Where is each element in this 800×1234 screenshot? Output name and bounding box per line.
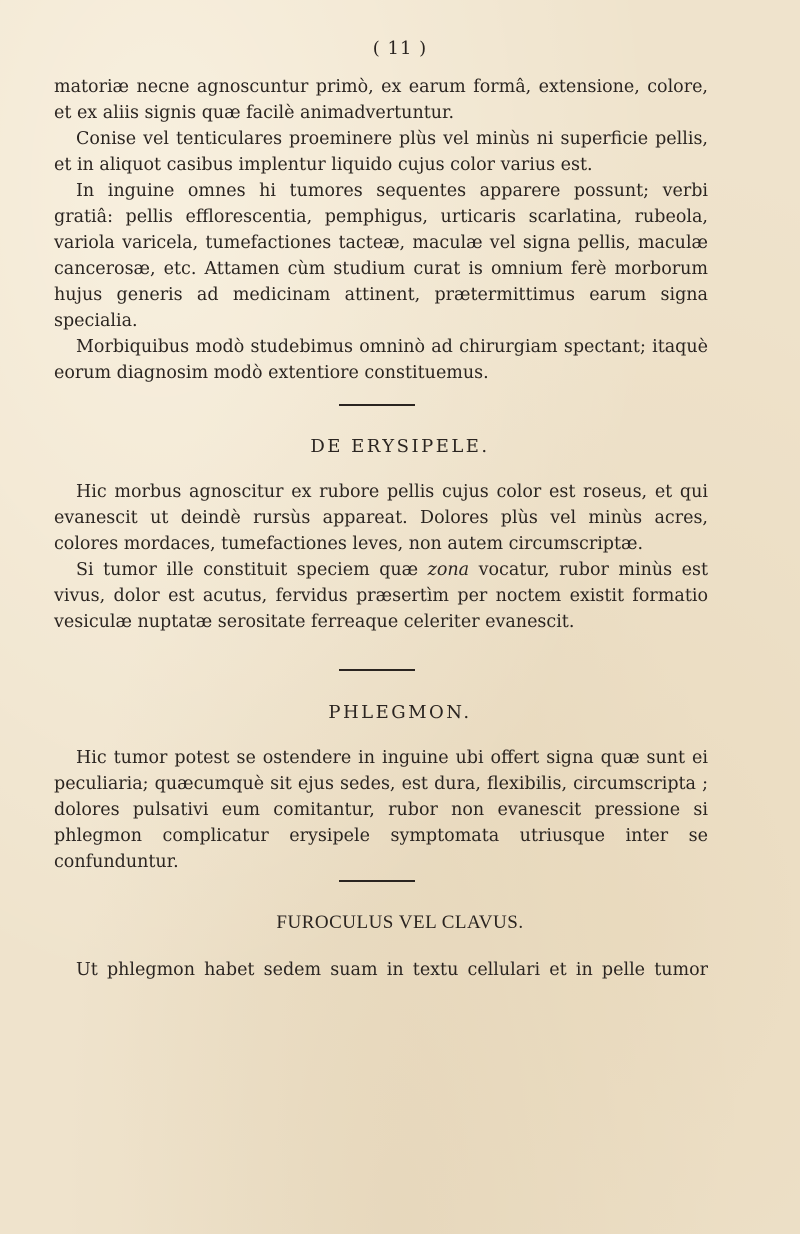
erysipele-text-before: Si tumor ille constituit speciem quæ [76,560,428,580]
phlegmon-section [54,745,708,875]
paragraph-phlegmon-1: Hic tumor potest se ostendere in inguine ubi offert signa quæ sunt ei peculiaria; quæcumquè sit ejus sedes, est dura, flexibilis, circumscripta ; dolores pulsativi eum comitantur, rubor non evanescit pressione si phlegmon complicatur erysipele symptomata utriusque inter se confunduntur. [54,748,708,872]
erysipele-text-after: vocatur, rubor minùs est vivus, dolor est acutus, fervidus præsertìm per noctem existit formatio vesiculæ nuptatæ serositate ferreaque celeriter evanescit. [54,560,708,632]
furoculus-section [54,957,708,983]
section-divider-1 [339,404,415,406]
section-divider-3 [339,880,415,882]
paragraph-intro-2: Conise vel tenticulares proeminere plùs vel minùs ni superficie pellis, et in aliquot casibus implentur liquido cujus color varius est. [54,129,708,175]
paragraph-intro-4: Morbiquibus modò studebimus omninò ad chirurgiam spectant; itaquè eorum diagnosim modò extentiore constituemus. [54,337,708,383]
page-number: ( 11 ) [372,38,428,59]
heading-erysipele: DE ERYSIPELE. [310,436,490,457]
intro-section [54,74,708,386]
heading-furoculus: FUROCULUS VEL CLAVUS. [276,912,524,933]
heading-phlegmon: PHLEGMON. [328,702,472,723]
section-divider-2 [339,669,415,671]
erysipele-section [54,479,708,635]
paragraph-erysipele-2 [54,557,708,635]
paragraph-furoculus-1: Ut phlegmon habet sedem suam in textu cellulari et in pelle tumor [76,960,708,980]
paragraph-intro-3: In inguine omnes hi tumores sequentes apparere possunt; verbi gratiâ: pellis efflorescentia, pemphigus, urticaris scarlatina, rubeola, variola varicela, tumefactiones tacteæ, maculæ vel signa pellis, maculæ cancerosæ, etc. Attamen cùm studium curat is omnium ferè morborum hujus generis ad medicinam attinent, prætermittimus earum signa specialia. [54,181,708,331]
term-zona: zona [427,560,470,580]
paragraph-intro-1: matoriæ necne agnoscuntur primò, ex earum formâ, extensione, colore, et ex aliis signis quæ facilè animadvertuntur. [54,77,708,123]
paragraph-erysipele-1: Hic morbus agnoscitur ex rubore pellis cujus color est roseus, et qui evanescit ut deindè rursùs appareat. Dolores plùs vel minùs acres, colores mordaces, tumefactiones leves, non autem circumscriptæ. [54,482,708,554]
